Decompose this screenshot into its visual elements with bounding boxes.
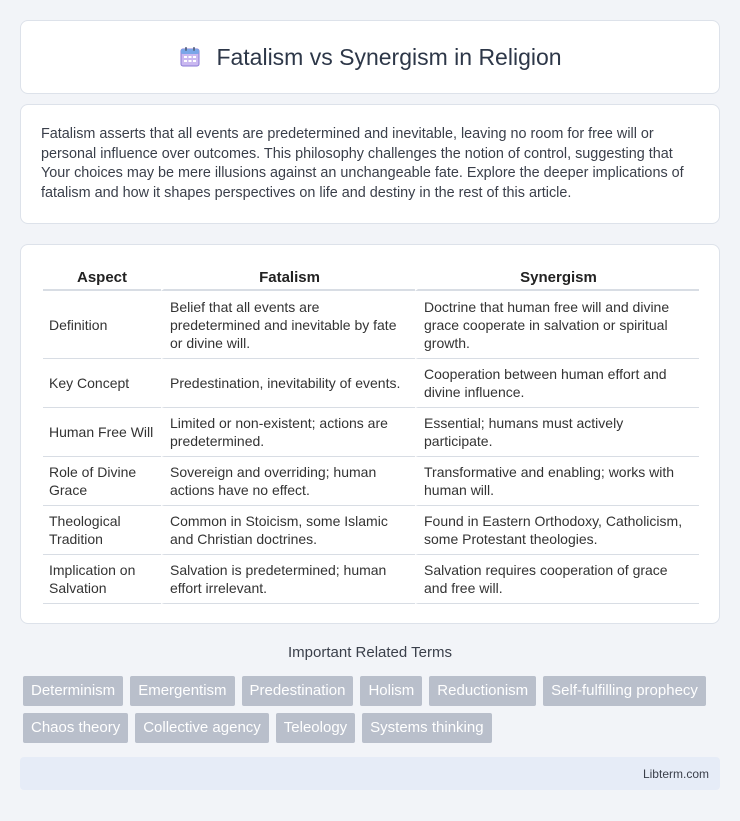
footer (20, 757, 720, 790)
calendar-icon (178, 45, 202, 69)
table-cell-aspect: Implication on Salvation (43, 555, 161, 604)
tag-predestination[interactable]: Predestination (242, 676, 354, 706)
table-row (43, 457, 699, 506)
table-header-row (43, 265, 699, 291)
tag-determinism[interactable]: Determinism (23, 676, 123, 706)
table-cell-fatalism: Limited or non-existent; actions are predetermined. (161, 408, 415, 457)
table-cell-aspect: Definition (43, 291, 161, 359)
table-cell-synergism: Transformative and enabling; works with human will. (415, 457, 699, 506)
table-cell-fatalism: Predestination, inevitability of events. (161, 359, 415, 408)
tag-teleology[interactable]: Teleology (276, 713, 355, 743)
table-cell-synergism: Salvation requires cooperation of grace and free will. (415, 555, 699, 604)
footer-site-link[interactable]: Libterm.com (642, 767, 709, 781)
table-cell-fatalism: Belief that all events are predetermined and inevitable by fate or divine will. (161, 291, 415, 359)
table-cell-synergism: Doctrine that human free will and divine grace cooperate in salvation or spiritual growth. (415, 291, 699, 359)
column-header-aspect: Aspect (43, 265, 161, 291)
intro-text: Fatalism asserts that all events are predetermined and inevitable, leaving no room for free will or personal influence over outcomes. This philosophy challenges the notion of control, suggesting that Your choices may be mere illusions against an unchangeable fate. Explore the deeper implications of fatalism and how it shapes perspectives on life and destiny in the rest of this article. (41, 126, 684, 201)
table-row (43, 408, 699, 457)
table-row (43, 506, 699, 555)
table-cell-synergism: Found in Eastern Orthodoxy, Catholicism, some Protestant theologies. (415, 506, 699, 555)
title-wrap (178, 44, 561, 71)
table-cell-aspect: Key Concept (43, 359, 161, 408)
table-cell-aspect: Theological Tradition (43, 506, 161, 555)
table-cell-aspect: Role of Divine Grace (43, 457, 161, 506)
comparison-table-card (20, 244, 720, 624)
related-terms-tags (23, 676, 723, 743)
page-title: Fatalism vs Synergism in Religion (216, 43, 562, 70)
comparison-table (43, 265, 699, 604)
table-cell-aspect: Human Free Will (43, 408, 161, 457)
tag-self-fulfilling-prophecy[interactable]: Self-fulfilling prophecy (543, 676, 706, 706)
tag-chaos-theory[interactable]: Chaos theory (23, 713, 128, 743)
tag-holism[interactable]: Holism (360, 676, 422, 706)
column-header-synergism: Synergism (415, 265, 699, 291)
table-cell-synergism: Essential; humans must actively participate. (415, 408, 699, 457)
header-card (20, 20, 720, 94)
tag-emergentism[interactable]: Emergentism (130, 676, 234, 706)
tag-systems-thinking[interactable]: Systems thinking (362, 713, 491, 743)
intro-card (20, 104, 720, 224)
tag-reductionism[interactable]: Reductionism (429, 676, 536, 706)
table-row (43, 555, 699, 604)
table-row (43, 359, 699, 408)
related-terms-title: Important Related Terms (288, 644, 452, 661)
table-cell-fatalism: Sovereign and overriding; human actions have no effect. (161, 457, 415, 506)
table-cell-fatalism: Common in Stoicism, some Islamic and Christian doctrines. (161, 506, 415, 555)
tag-collective-agency[interactable]: Collective agency (135, 713, 269, 743)
column-header-fatalism: Fatalism (161, 265, 415, 291)
table-cell-fatalism: Salvation is predetermined; human effort irrelevant. (161, 555, 415, 604)
table-row (43, 291, 699, 359)
table-cell-synergism: Cooperation between human effort and divine influence. (415, 359, 699, 408)
